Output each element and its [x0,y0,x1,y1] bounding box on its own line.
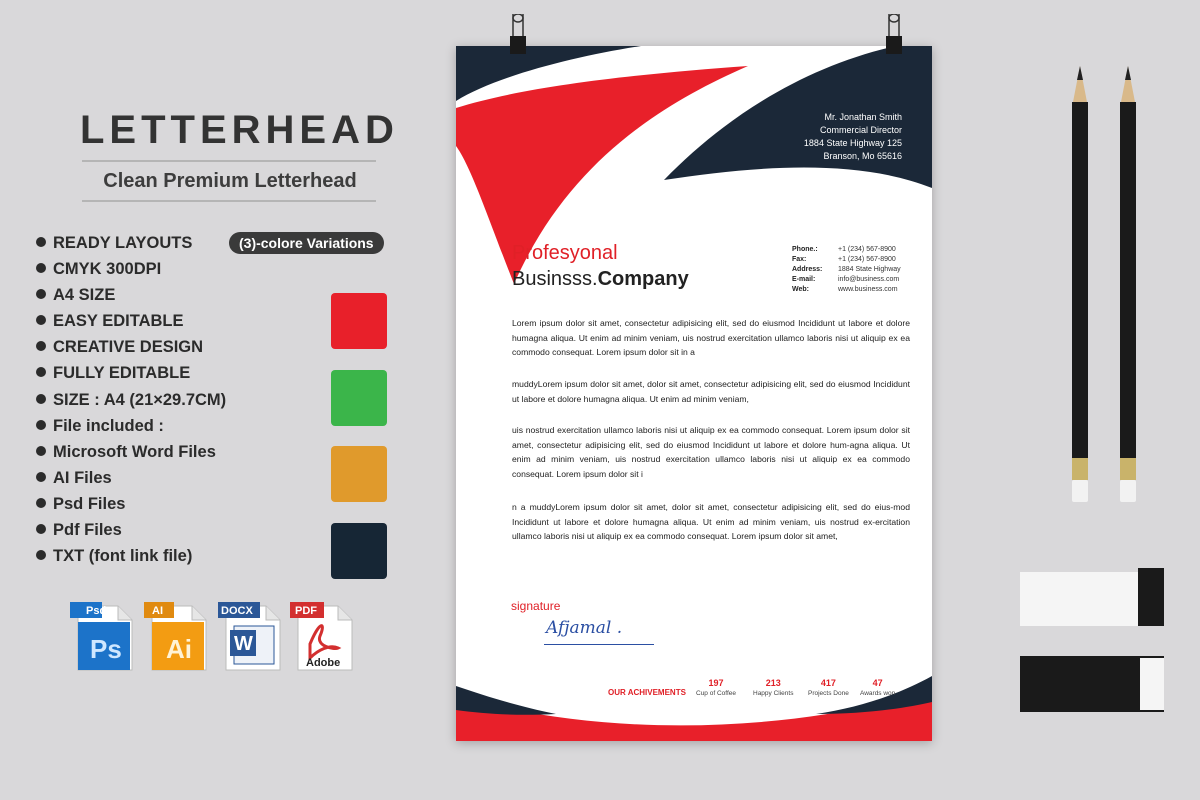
feature-item [36,416,226,442]
feature-text: READY LAYOUTS [53,234,193,252]
page-title: LETTERHEAD [80,108,399,152]
feature-text: TXT (font link file) [53,547,193,566]
contact-title: Commercial Director [819,125,902,135]
eraser-icon [1018,566,1168,630]
bullet-icon [36,420,46,430]
feature-list [36,233,226,572]
feature-text: Microsoft Word Files [53,442,216,461]
feature-item [36,442,226,468]
contact-city: Branson, Mo 65616 [823,151,902,161]
feature-text: CMYK 300DPI [53,260,162,279]
feature-item [36,363,226,389]
file-icon-label: Ps [90,634,122,664]
stat-clients [753,678,793,697]
pdf-icon [290,600,356,672]
illustrator-icon [144,600,210,672]
color-swatch-red [331,293,387,349]
feature-item [36,546,226,572]
feature-text: AI Files [53,468,112,487]
stat-value: 417 [820,678,836,688]
feature-item [36,494,226,520]
achievements-label: OUR ACHIVEMENTS [608,688,686,697]
bullet-icon [36,289,46,299]
page-subtitle: Clean Premium Letterhead [103,170,357,192]
feature-text: SIZE : A4 (21×29.7CM) [53,390,227,409]
binder-clip-icon [885,14,903,54]
stat-projects [808,678,849,697]
info-label-web: Web: [792,286,809,293]
feature-item [36,337,226,363]
feature-text: A4 SIZE [53,286,116,305]
company-name-part: Businsss. [512,268,598,290]
info-label-phone: Phone.: [792,246,818,253]
stat-coffee [696,678,736,697]
body-paragraph: muddyLorem ipsum dolor sit amet, dolor sit amet, consectetur adipisicing elit, sed do eiusmod Incididunt ut labore et dolore humagna aliqua. Ut enim ad minim veniam, [512,379,910,404]
feature-item [36,520,226,546]
stat-awards [860,678,895,697]
body-paragraph: n a muddyLorem ipsum dolor sit amet, dolor sit amet, consectetur adipisicing elit, sed do eius-mod Incididunt ut labore et dolore humagna aliqua. Ut enim ad minim veniam, uis nostrud ex-ercitation ullamco laboris nisi ut aliquip ex ea commodo consequat. Lorem ipsum dolor sit amet, [512,502,910,542]
bullet-icon [36,498,46,508]
stat-label: Happy Clients [753,690,794,697]
bullet-icon [36,367,46,377]
signature-underline [544,644,654,645]
color-variations-badge: (3)-colore Variations [229,232,384,254]
bullet-icon [36,446,46,456]
body-paragraph: uis nostrud exercitation ullamco laboris nisi ut aliquip ex ea commodo consequat. Lorem ipsum dolor sit amet, consectetur adipisicing elit, sed do eiusmod Incididunt ut labore et dolore hum-agna aliqua. Ut enim ad minim veniam, uis nostrud exercitation ullamco laboris nisi ut aliquip ex ea commodo consequat. Lorem ipsum dolor sit i [512,425,910,479]
file-tab-label: Psd [86,605,107,617]
info-label-email: E-mail: [792,276,816,283]
bullet-icon [36,315,46,325]
file-icon-label: Ai [166,634,192,664]
feature-text: Psd Files [53,494,126,513]
info-value-email: info@business.com [838,276,900,283]
bullet-icon [36,472,46,482]
bullet-icon [36,550,46,560]
file-tab-label: PDF [295,605,317,617]
info-value-address: 1884 State Highway [838,266,901,273]
file-tab-label: AI [152,605,163,617]
stat-value: 197 [708,678,724,688]
company-name-bold: Company [597,268,689,290]
feature-text: CREATIVE DESIGN [53,338,204,357]
color-swatch-navy [331,523,387,579]
stat-label: Projects Done [808,690,849,697]
feature-text: EASY EDITABLE [53,312,184,331]
color-swatch-green [331,370,387,426]
info-label-address: Address: [792,266,823,273]
info-value-phone: +1 (234) 567-8900 [838,246,896,253]
stat-value: 213 [765,678,781,688]
binder-clip-icon [509,14,527,54]
info-label-fax: Fax: [792,256,807,263]
info-value-web: www.business.com [838,286,898,293]
company-name-line2 [512,268,689,291]
feature-text: FULLY EDITABLE [53,364,191,383]
feature-item [36,468,226,494]
stat-label: Awards won [860,690,896,697]
file-tab-label: DOCX [221,605,253,617]
company-name-line1: Profesyonal [512,242,618,264]
bullet-icon [36,341,46,351]
stat-value: 47 [872,678,883,688]
bullet-icon [36,237,46,247]
feature-text: File included : [53,416,164,435]
contact-street: 1884 State Highway 125 [803,138,902,148]
body-paragraph: Lorem ipsum dolor sit amet, consectetur adipisicing elit, sed do eiusmod Incididunt ut labore et dolore humagna aliqua. Ut enim ad minim veniam, uis nostrud exercitation ullamco laboris nisi ut aliquip ex ea commodo consequat. Lorem ipsum dolor sit in a [512,318,910,358]
pencil-icon [1065,66,1095,506]
feature-item [36,390,226,416]
feature-item [36,311,226,337]
word-icon [218,600,284,672]
letterhead-paper [456,46,932,741]
feature-item [36,285,226,311]
stat-label: Cup of Coffee [696,690,736,697]
feature-item [36,259,226,285]
eraser-icon [1018,652,1168,716]
signature-label: signature [511,599,561,613]
contact-name: Mr. Jonathan Smith [824,112,902,122]
signature: Afjamal . [546,618,623,638]
title-divider-top [82,160,376,162]
title-divider-bottom [82,200,376,202]
feature-item [36,233,226,259]
photoshop-icon [70,600,136,672]
bullet-icon [36,394,46,404]
file-icon-label: W [234,633,253,655]
feature-text: Pdf Files [53,521,122,540]
bullet-icon [36,524,46,534]
color-swatch-orange [331,446,387,502]
pencil-icon [1113,66,1143,506]
info-value-fax: +1 (234) 567-8900 [838,256,896,263]
bullet-icon [36,263,46,273]
file-icon-label: Adobe [306,657,341,669]
